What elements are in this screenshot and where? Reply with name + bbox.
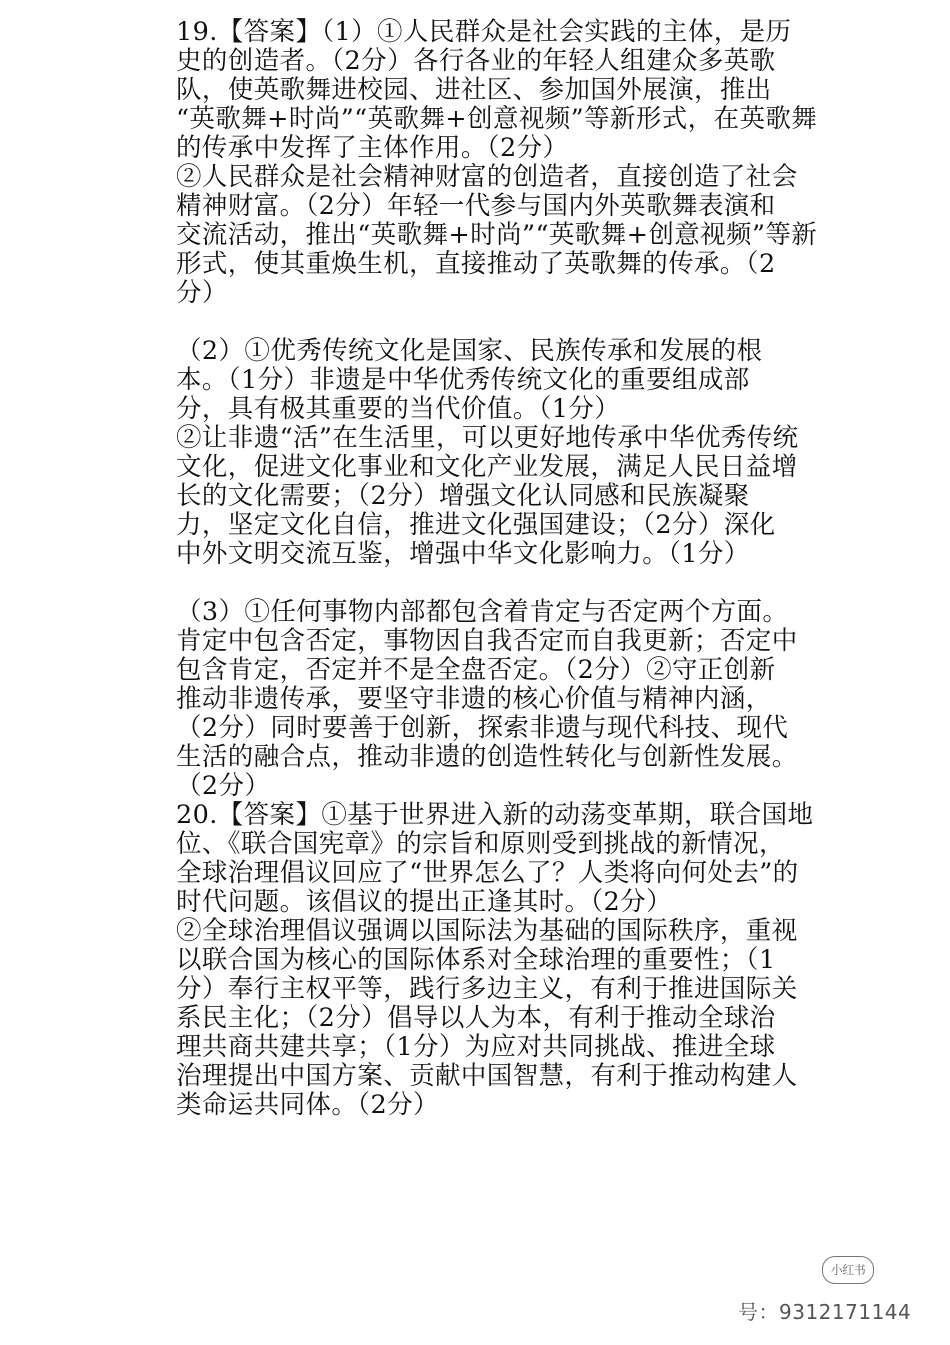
watermark-id: 号：9312171144	[738, 1300, 912, 1324]
text-line: （2分）	[176, 771, 271, 801]
text-line: ②全球治理倡议强调以国际法为基础的国际秩序，重视	[176, 916, 798, 946]
text-line: 文化，促进文化事业和文化产业发展，满足人民日益增	[176, 452, 798, 482]
text-line: 分）奉行主权平等，践行多边主义，有利于推进国际关	[176, 974, 798, 1004]
text-line: 包含肯定，否定并不是全盘否定。（2分）②守正创新	[176, 655, 776, 685]
text-line: 时代问题。该倡议的提出正逢其时。（2分）	[176, 887, 672, 917]
answer-document	[176, 17, 818, 1120]
text-line: 长的文化需要；（2分）增强文化认同感和民族凝聚	[176, 481, 750, 511]
text-line: 肯定中包含否定，事物因自我否定而自我更新；否定中	[176, 626, 798, 656]
text-line: 形式，使其重焕生机，直接推动了英歌舞的传承。（2	[176, 249, 776, 279]
text-line: 类命运共同体。（2分）	[176, 1090, 439, 1120]
text-line: 力，坚定文化自信，推进文化强国建设；（2分）深化	[176, 510, 776, 540]
text-line: 分）	[176, 278, 228, 308]
text-line: 中外文明交流互鉴，增强中华文化影响力。（1分）	[176, 539, 750, 569]
text-line: 史的创造者。（2分）各行各业的年轻人组建众多英歌	[176, 46, 776, 76]
text-line: 本。（1分）非遗是中华优秀传统文化的重要组成部	[176, 365, 750, 395]
q19-part2	[176, 336, 799, 569]
text-line: 分，具有极其重要的当代价值。（1分）	[176, 394, 621, 424]
text-line: 系民主化；（2分）倡导以人为本，有利于推动全球治	[176, 1003, 776, 1033]
text-line: 生活的融合点，推动非遗的创造性转化与创新性发展。	[176, 742, 798, 772]
text-line: 精神财富。（2分）年轻一代参与国内外英歌舞表演和	[176, 191, 776, 221]
text-line: 20.【答案】①基于世界进入新的动荡变革期，联合国地	[176, 800, 814, 830]
text-line: ②人民群众是社会精神财富的创造者，直接创造了社会	[176, 162, 798, 192]
text-line: “英歌舞+时尚”“英歌舞+创意视频”等新形式，在英歌舞	[176, 104, 818, 134]
text-line: 队，使英歌舞进校园、进社区、参加国外展演，推出	[176, 75, 772, 105]
text-line: 交流活动，推出“英歌舞+时尚”“英歌舞+创意视频”等新	[176, 220, 818, 250]
text-line: 19.【答案】（1）①人民群众是社会实践的主体，是历	[176, 17, 792, 47]
text-line: 的传承中发挥了主体作用。（2分）	[176, 133, 569, 163]
paragraph-gap	[176, 569, 776, 598]
text-line: （2分）同时要善于创新，探索非遗与现代科技、现代	[176, 713, 789, 743]
text-line: 以联合国为核心的国际体系对全球治理的重要性；（1	[176, 945, 776, 975]
text-line: ②让非遗“活”在生活里，可以更好地传承中华优秀传统	[176, 423, 799, 453]
text-line: （2）①优秀传统文化是国家、民族传承和发展的根	[176, 336, 763, 366]
text-line: 全球治理倡议回应了“世界怎么了？人类将向何处去”的	[176, 858, 799, 888]
q19-part3	[176, 597, 798, 801]
q20-answer	[176, 800, 814, 1120]
q19-part1	[176, 17, 818, 308]
text-line: （3）①任何事物内部都包含着肯定与否定两个方面。	[176, 597, 789, 627]
text-line: 理共商共建共享；（1分）为应对共同挑战、推进全球	[176, 1032, 776, 1062]
paragraph-gap	[176, 308, 776, 337]
text-line: 位、《联合国宪章》的宗旨和原则受到挑战的新情况，	[176, 829, 785, 859]
watermark-logo: 小红书	[822, 1256, 874, 1284]
text-line: 治理提出中国方案、贡献中国智慧，有利于推动构建人	[176, 1061, 798, 1091]
text-line: 推动非遗传承，要坚守非遗的核心价值与精神内涵，	[176, 684, 772, 714]
